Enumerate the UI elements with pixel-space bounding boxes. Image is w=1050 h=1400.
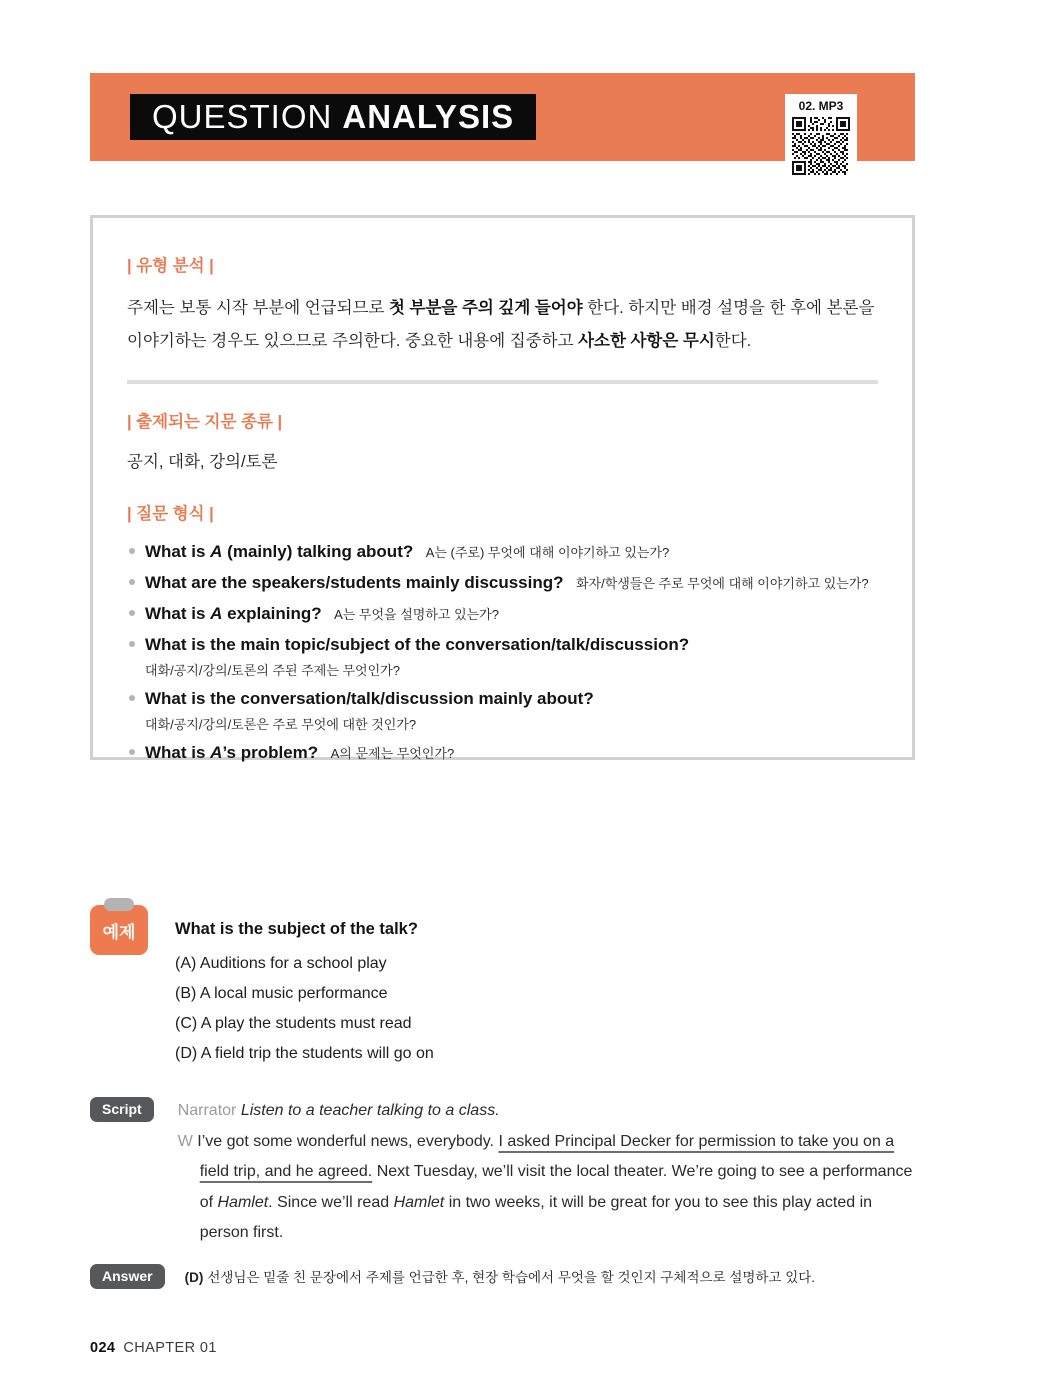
paragraph-bold-run: 사소한 사항은 무시 xyxy=(578,332,715,350)
question-item xyxy=(127,602,878,626)
question-text xyxy=(145,635,689,654)
question-run: ’s problem? xyxy=(222,743,319,762)
question-run: What is xyxy=(145,604,211,623)
script-body xyxy=(178,1096,920,1249)
paragraph-run: 한다. xyxy=(714,332,752,350)
title-question: QUESTION xyxy=(152,98,333,135)
page-footer xyxy=(90,1340,217,1356)
title-italic-run: Hamlet xyxy=(217,1193,269,1211)
question-item xyxy=(127,540,878,564)
question-text xyxy=(145,604,322,623)
script-badge: Script xyxy=(90,1097,154,1122)
answer-explanation: 선생님은 밑줄 친 문장에서 주제를 언급한 후, 현장 학습에서 무엇을 할 것인지 구체적으로 설명하고 있다. xyxy=(207,1270,816,1285)
example-badge-column xyxy=(90,896,175,1069)
answer-text xyxy=(185,1263,815,1290)
bullet-icon xyxy=(129,749,135,755)
clipboard-clip-icon xyxy=(104,898,134,911)
answer-letter: (D) xyxy=(184,1270,204,1285)
example-section xyxy=(90,896,930,1069)
question-italic-run: A xyxy=(210,743,223,762)
question-run: (mainly) talking about? xyxy=(222,542,414,561)
type-analysis-heading: | 유형 분석 | xyxy=(127,257,214,275)
question-run: What is xyxy=(145,743,211,762)
question-run: What are the speakers/students mainly discussing? xyxy=(145,573,564,592)
script-run: . Since we’ll read xyxy=(268,1193,394,1211)
paragraph-bold-run: 첫 부분을 주의 깊게 들어야 xyxy=(389,299,583,317)
answer-choices xyxy=(175,949,434,1069)
bullet-icon xyxy=(129,641,135,647)
page-title xyxy=(130,94,536,140)
bullet-icon xyxy=(129,610,135,616)
chapter-label: CHAPTER 01 xyxy=(123,1340,217,1356)
title-italic-run: Hamlet xyxy=(393,1193,445,1211)
question-translation: A의 문제는 무엇인가? xyxy=(330,746,455,761)
answer-choice: (C) A play the students must read xyxy=(175,1015,412,1032)
question-text xyxy=(145,542,413,561)
bullet-icon xyxy=(129,548,135,554)
question-italic-run: A xyxy=(210,542,223,561)
script-section xyxy=(90,1096,940,1249)
question-translation: 대화/공지/강의/토론은 주로 무엇에 대한 것인가? xyxy=(145,717,417,732)
example-badge-label: 예제 xyxy=(102,922,136,942)
example-body xyxy=(175,896,434,1069)
script-run: Next Tuesday, we’ll visit the local theater. We’re going to see a performance of xyxy=(199,1163,913,1211)
answer-choice: (B) A local music performance xyxy=(175,985,388,1002)
question-text xyxy=(145,573,564,592)
script-paragraph xyxy=(178,1127,920,1249)
question-text xyxy=(145,689,594,708)
header-banner xyxy=(90,73,915,161)
paragraph-run: 한다. 하지만 배경 설명을 한 후에 본론을 이야기하는 경우도 있으므로 주의한다. 중요한 내용에 집중하고 xyxy=(127,299,875,350)
answer-badge: Answer xyxy=(90,1264,165,1289)
passage-types-heading: | 출제되는 지문 종류 | xyxy=(127,413,283,431)
bullet-icon xyxy=(129,695,135,701)
question-item xyxy=(127,571,878,595)
question-item xyxy=(127,687,878,734)
title-analysis: ANALYSIS xyxy=(342,98,515,135)
question-item xyxy=(127,741,878,765)
question-list xyxy=(127,540,878,765)
question-text xyxy=(145,743,318,762)
question-item xyxy=(127,633,878,680)
speaker-label: W xyxy=(177,1132,193,1150)
question-forms-heading: | 질문 형식 | xyxy=(127,505,214,523)
type-analysis-paragraph xyxy=(127,292,878,358)
script-run: I’ve got some wonderful news, everybody. xyxy=(197,1132,499,1150)
question-run: explaining? xyxy=(222,604,322,623)
answer-choice: (A) Auditions for a school play xyxy=(175,955,387,972)
answer-choice: (D) A field trip the students will go on xyxy=(175,1045,434,1062)
underlined-phrase: I asked Principal Decker for permission to take you on a field trip, and he agreed. xyxy=(199,1132,895,1180)
question-run: What is the conversation/talk/discussion mainly about? xyxy=(145,689,594,708)
narrator-text: Listen to a teacher talking to a class. xyxy=(240,1102,500,1119)
mp3-label: 02. MP3 xyxy=(798,99,844,113)
question-translation: A는 무엇을 설명하고 있는가? xyxy=(334,607,499,622)
qr-code-icon xyxy=(792,117,850,175)
narrator-line xyxy=(178,1096,920,1127)
paragraph-run: 주제는 보통 시작 부분에 언급되므로 xyxy=(127,299,390,317)
example-question: What is the subject of the talk? xyxy=(175,920,418,938)
mp3-box xyxy=(785,94,857,182)
example-badge xyxy=(90,905,148,955)
section-divider xyxy=(127,380,878,384)
page-number: 024 xyxy=(90,1340,116,1356)
question-translation: 화자/학생들은 주로 무엇에 대해 이야기하고 있는가? xyxy=(575,576,869,591)
narrator-label: Narrator xyxy=(177,1102,237,1119)
bullet-icon xyxy=(129,579,135,585)
question-translation: 대화/공지/강의/토론의 주된 주제는 무엇인가? xyxy=(145,663,400,678)
analysis-box xyxy=(90,215,915,760)
question-run: What is xyxy=(145,542,211,561)
script-run: in two weeks, it will be great for you to see this play acted in person first. xyxy=(199,1193,873,1241)
answer-section xyxy=(90,1263,940,1290)
passage-types-text: 공지, 대화, 강의/토론 xyxy=(127,453,278,471)
question-translation: A는 (주로) 무엇에 대해 이야기하고 있는가? xyxy=(425,545,670,560)
question-italic-run: A xyxy=(210,604,223,623)
question-run: What is the main topic/subject of the conversation/talk/discussion? xyxy=(145,635,690,654)
